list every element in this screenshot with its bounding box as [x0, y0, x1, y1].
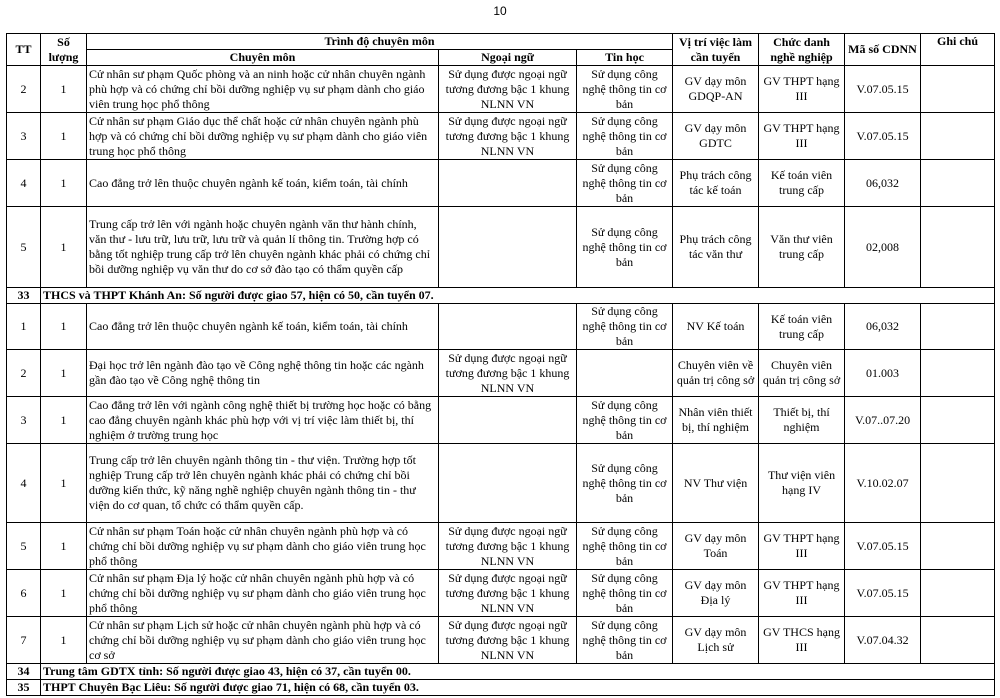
table-row	[7, 444, 995, 523]
row-so-luong: 1	[41, 350, 87, 397]
row-ghi-chu	[921, 113, 995, 160]
table-row	[7, 66, 995, 113]
row-chuyen-mon: Trung cấp trở lên chuyên ngành thông tin - thư viện. Trường hợp tốt nghiệp Trung cấp trở lên chuyên ngành khác phải có chứng chỉ bồi dưỡng kiến thức, kỹ năng nghề nghiệp chuyên ngành thông tin - thư viện do cơ quan, tổ chức có thẩm quyền cấp.	[87, 444, 439, 523]
row-ma-so: V.07.05.15	[845, 570, 921, 617]
recruitment-table	[6, 33, 995, 696]
row-vi-tri: Phụ trách công tác kế toán	[673, 160, 759, 207]
row-ma-so: V.07.05.15	[845, 523, 921, 570]
section-row	[7, 680, 995, 696]
table-row	[7, 350, 995, 397]
header-ma-so: Mã số CDNN	[845, 34, 921, 66]
row-chuyen-mon: Cử nhân sư phạm Toán hoặc cử nhân chuyên ngành phù hợp và có chứng chỉ bồi dưỡng nghiệp vụ sư phạm dành cho giáo viên trung học phổ thông	[87, 523, 439, 570]
section-number: 34	[7, 664, 41, 680]
row-ngoai-ngu	[439, 397, 577, 444]
row-ghi-chu	[921, 397, 995, 444]
row-vi-tri: GV dạy môn GDTC	[673, 113, 759, 160]
row-so-luong: 1	[41, 397, 87, 444]
table-row	[7, 570, 995, 617]
row-vi-tri: GV dạy môn Toán	[673, 523, 759, 570]
row-chuyen-mon: Cử nhân sư phạm Giáo dục thể chất hoặc cử nhân chuyên ngành phù hợp và có chứng chỉ bồi dưỡng nghiệp vụ sư phạm dành cho giáo viên trung học phổ thông	[87, 113, 439, 160]
row-vi-tri: Chuyên viên về quản trị công sở	[673, 350, 759, 397]
row-so-luong: 1	[41, 113, 87, 160]
row-so-luong: 1	[41, 304, 87, 350]
header-trinh-do: Trình độ chuyên môn	[87, 34, 673, 50]
row-chuyen-mon: Cử nhân sư phạm Lịch sử hoặc cử nhân chuyên ngành phù hợp và có chứng chỉ bồi dưỡng nghiệp vụ sư phạm dành cho giáo viên trung học cơ sở	[87, 617, 439, 664]
table-row	[7, 113, 995, 160]
row-tt: 3	[7, 397, 41, 444]
header-so-luong: Số lượng	[41, 34, 87, 66]
row-chuc-danh: Thư viện viên hạng IV	[759, 444, 845, 523]
row-chuc-danh: Chuyên viên quản trị công sở	[759, 350, 845, 397]
header-tin-hoc: Tin học	[577, 50, 673, 66]
row-ngoai-ngu: Sử dụng được ngoại ngữ tương đương bậc 1 khung NLNN VN	[439, 113, 577, 160]
row-ghi-chu	[921, 160, 995, 207]
row-ghi-chu	[921, 350, 995, 397]
row-ngoai-ngu	[439, 304, 577, 350]
header-ghi-chu: Ghi chú	[921, 34, 995, 66]
row-so-luong: 1	[41, 444, 87, 523]
row-so-luong: 1	[41, 523, 87, 570]
row-ngoai-ngu: Sử dụng được ngoại ngữ tương đương bậc 1 khung NLNN VN	[439, 66, 577, 113]
section-number: 35	[7, 680, 41, 696]
row-tt: 4	[7, 444, 41, 523]
row-vi-tri: GV dạy môn Lịch sử	[673, 617, 759, 664]
row-tin-hoc: Sử dụng công nghệ thông tin cơ bản	[577, 207, 673, 288]
row-tin-hoc: Sử dụng công nghệ thông tin cơ bản	[577, 160, 673, 207]
row-tin-hoc: Sử dụng công nghệ thông tin cơ bản	[577, 523, 673, 570]
table-row	[7, 160, 995, 207]
row-tin-hoc: Sử dụng công nghệ thông tin cơ bản	[577, 397, 673, 444]
row-ngoai-ngu: Sử dụng được ngoại ngữ tương đương bậc 1 khung NLNN VN	[439, 570, 577, 617]
header-row-1	[7, 34, 995, 50]
row-chuc-danh: GV THCS hạng III	[759, 617, 845, 664]
row-vi-tri: Nhân viên thiết bị, thí nghiệm	[673, 397, 759, 444]
row-tin-hoc: Sử dụng công nghệ thông tin cơ bản	[577, 570, 673, 617]
row-so-luong: 1	[41, 570, 87, 617]
row-tt: 3	[7, 113, 41, 160]
row-tin-hoc: Sử dụng công nghệ thông tin cơ bản	[577, 304, 673, 350]
row-ghi-chu	[921, 207, 995, 288]
section-title: THCS và THPT Khánh An: Số người được giao 57, hiện có 50, cần tuyển 07.	[41, 288, 995, 304]
row-ma-so: 02,008	[845, 207, 921, 288]
row-ma-so: 06,032	[845, 304, 921, 350]
row-ngoai-ngu	[439, 207, 577, 288]
row-chuc-danh: Văn thư viên trung cấp	[759, 207, 845, 288]
row-chuc-danh: Kế toán viên trung cấp	[759, 160, 845, 207]
row-ghi-chu	[921, 523, 995, 570]
table-row	[7, 397, 995, 444]
header-chuc-danh: Chức danh nghề nghiệp	[759, 34, 845, 66]
row-ma-so: V.10.02.07	[845, 444, 921, 523]
row-ngoai-ngu: Sử dụng được ngoại ngữ tương đương bậc 1 khung NLNN VN	[439, 350, 577, 397]
row-chuyen-mon: Cử nhân sư phạm Quốc phòng và an ninh hoặc cử nhân chuyên ngành phù hợp và có chứng chỉ bồi dưỡng nghiệp vụ sư phạm dành cho giáo viên trung học phổ thông	[87, 66, 439, 113]
row-vi-tri: NV Thư viện	[673, 444, 759, 523]
row-chuyen-mon: Trung cấp trở lên với ngành hoặc chuyên ngành văn thư hành chính, văn thư - lưu trữ, lưu trữ, lưu trữ và quản lí thông tin. Trường hợp có bằng tốt nghiệp trung cấp trở lên chuyên ngành khác phải có chứng chỉ bồi dưỡng nghiệp vụ văn thư do cơ sở đào tạo có thẩm quyền cấp	[87, 207, 439, 288]
row-tin-hoc: Sử dụng công nghệ thông tin cơ bản	[577, 444, 673, 523]
table-row	[7, 617, 995, 664]
row-chuyen-mon: Cao đẳng trở lên với ngành công nghệ thiết bị trường học hoặc có bằng cao đẳng chuyên ngành khác phù hợp với vị trí việc làm thiết bị, thí nghiệm ở trường trung học	[87, 397, 439, 444]
row-ghi-chu	[921, 570, 995, 617]
row-ma-so: V.07.04.32	[845, 617, 921, 664]
row-chuyen-mon: Cao đẳng trở lên thuộc chuyên ngành kế toán, kiểm toán, tài chính	[87, 160, 439, 207]
row-ma-so: V.07.05.15	[845, 66, 921, 113]
section-row	[7, 664, 995, 680]
section-number: 33	[7, 288, 41, 304]
row-ghi-chu	[921, 304, 995, 350]
row-ngoai-ngu: Sử dụng được ngoại ngữ tương đương bậc 1 khung NLNN VN	[439, 523, 577, 570]
row-chuc-danh: GV THPT hạng III	[759, 523, 845, 570]
row-tt: 5	[7, 207, 41, 288]
row-ma-so: V.07..07.20	[845, 397, 921, 444]
row-vi-tri: Phụ trách công tác văn thư	[673, 207, 759, 288]
row-chuyen-mon: Cao đẳng trở lên thuộc chuyên ngành kế toán, kiểm toán, tài chính	[87, 304, 439, 350]
row-tt: 7	[7, 617, 41, 664]
row-tt: 1	[7, 304, 41, 350]
row-chuyen-mon: Cử nhân sư phạm Địa lý hoặc cử nhân chuyên ngành phù hợp và có chứng chỉ bồi dưỡng nghiệp vụ sư phạm dành cho giáo viên trung học phổ thông	[87, 570, 439, 617]
row-chuc-danh: Kế toán viên trung cấp	[759, 304, 845, 350]
row-ghi-chu	[921, 617, 995, 664]
row-ghi-chu	[921, 444, 995, 523]
header-tt: TT	[7, 34, 41, 66]
row-tt: 2	[7, 350, 41, 397]
row-ma-so: V.07.05.15	[845, 113, 921, 160]
section-row	[7, 288, 995, 304]
row-ngoai-ngu	[439, 444, 577, 523]
row-so-luong: 1	[41, 66, 87, 113]
row-chuyen-mon: Đại học trở lên ngành đào tạo về Công nghệ thông tin hoặc các ngành gần đào tạo về Công nghệ thông tin	[87, 350, 439, 397]
row-vi-tri: GV dạy môn Địa lý	[673, 570, 759, 617]
row-tt: 5	[7, 523, 41, 570]
row-chuc-danh: GV THPT hạng III	[759, 570, 845, 617]
row-tt: 6	[7, 570, 41, 617]
row-tt: 2	[7, 66, 41, 113]
row-so-luong: 1	[41, 160, 87, 207]
table-row	[7, 523, 995, 570]
row-ma-so: 06,032	[845, 160, 921, 207]
row-ngoai-ngu: Sử dụng được ngoại ngữ tương đương bậc 1 khung NLNN VN	[439, 617, 577, 664]
row-chuc-danh: GV THPT hạng III	[759, 113, 845, 160]
header-chuyen-mon: Chuyên môn	[87, 50, 439, 66]
header-ngoai-ngu: Ngoại ngữ	[439, 50, 577, 66]
row-ma-so: 01.003	[845, 350, 921, 397]
table-row	[7, 304, 995, 350]
row-tin-hoc: Sử dụng công nghệ thông tin cơ bản	[577, 113, 673, 160]
row-so-luong: 1	[41, 617, 87, 664]
row-chuc-danh: Thiết bị, thí nghiệm	[759, 397, 845, 444]
row-vi-tri: GV dạy môn GDQP-AN	[673, 66, 759, 113]
row-tin-hoc: Sử dụng công nghệ thông tin cơ bản	[577, 617, 673, 664]
section-title: Trung tâm GDTX tỉnh: Số người được giao 43, hiện có 37, cần tuyển 00.	[41, 664, 995, 680]
header-vi-tri: Vị trí việc làm cần tuyển	[673, 34, 759, 66]
row-tt: 4	[7, 160, 41, 207]
row-tin-hoc: Sử dụng công nghệ thông tin cơ bản	[577, 66, 673, 113]
row-so-luong: 1	[41, 207, 87, 288]
table-row	[7, 207, 995, 288]
row-tin-hoc	[577, 350, 673, 397]
row-chuc-danh: GV THPT hạng III	[759, 66, 845, 113]
row-vi-tri: NV Kế toán	[673, 304, 759, 350]
page-number: 10	[493, 4, 507, 18]
section-title: THPT Chuyên Bạc Liêu: Số người được giao 71, hiện có 68, cần tuyển 03.	[41, 680, 995, 696]
row-ngoai-ngu	[439, 160, 577, 207]
row-ghi-chu	[921, 66, 995, 113]
